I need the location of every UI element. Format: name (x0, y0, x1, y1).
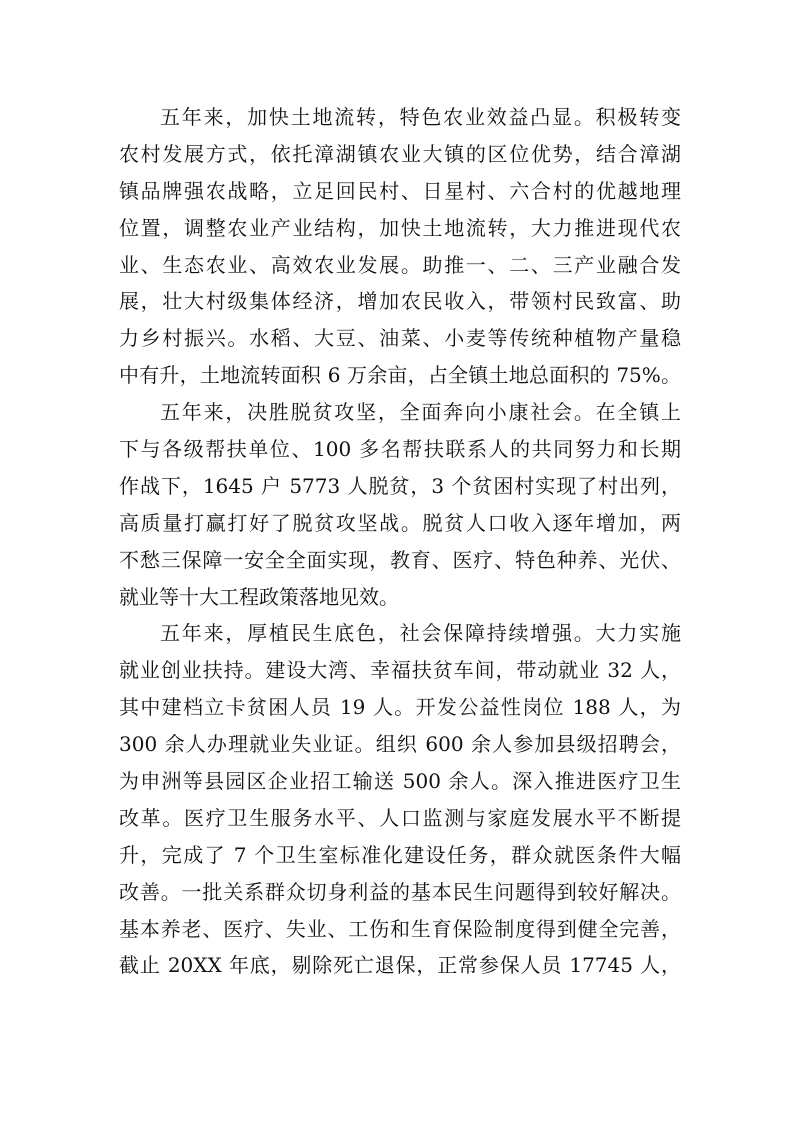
paragraph-line: 下与各级帮扶单位、100 多名帮扶联系人的共同努力和长期 (119, 437, 681, 462)
paragraph-line: 300 余人办理就业失业证。组织 600 余人参加县级招聘会， (119, 732, 681, 757)
paragraph-line: 作战下，1645 户 5773 人脱贫，3 个贫困村实现了村出列， (119, 473, 681, 498)
paragraph-line: 就业等十大工程政策落地见效。 (119, 584, 399, 609)
paragraph-line: 截止 20XX 年底，剔除死亡退保，正常参保人员 17745 人， (119, 953, 681, 978)
paragraph-line: 为申洲等县园区企业招工输送 500 余人。深入推进医疗卫生 (119, 769, 681, 794)
paragraph-line: 高质量打赢打好了脱贫攻坚战。脱贫人口收入逐年增加，两 (119, 510, 681, 535)
paragraph-line: 位置，调整农业产业结构，加快土地流转，大力推进现代农 (119, 215, 681, 240)
paragraph-line: 改革。医疗卫生服务水平、人口监测与家庭发展水平不断提 (119, 805, 681, 830)
paragraph-line: 五年来，加快土地流转，特色农业效益凸显。积极转变 (160, 105, 681, 129)
paragraph-line: 改善。一批关系群众切身利益的基本民生问题得到较好解决。 (119, 879, 681, 904)
paragraph-line: 就业创业扶持。建设大湾、幸福扶贫车间，带动就业 32 人， (119, 658, 681, 683)
paragraph-line: 镇品牌强农战略，立足回民村、日星村、六合村的优越地理 (119, 178, 681, 203)
paragraph-line: 展，壮大村级集体经济，增加农民收入，带领村民致富、助 (119, 289, 681, 314)
paragraph-line: 不愁三保障一安全全面实现，教育、医疗、特色种养、光伏、 (119, 547, 681, 572)
paragraph-line: 力乡村振兴。水稻、大豆、油菜、小麦等传统种植物产量稳 (119, 326, 681, 351)
paragraph-line: 五年来，决胜脱贫攻坚，全面奔向小康社会。在全镇上 (160, 400, 681, 425)
paragraph-line: 业、生态农业、高效农业发展。助推一、二、三产业融合发 (119, 252, 681, 277)
paragraph-line: 其中建档立卡贫困人员 19 人。开发公益性岗位 188 人，为 (119, 695, 681, 720)
paragraph-line: 五年来，厚植民生底色，社会保障持续增强。大力实施 (160, 621, 681, 646)
document-page (119, 101, 681, 986)
paragraph-line: 升，完成了 7 个卫生室标准化建设任务，群众就医条件大幅 (119, 842, 681, 867)
paragraph-line: 中有升，土地流转面积 6 万余亩，占全镇土地总面积的 75%。 (119, 363, 681, 388)
paragraph-line: 农村发展方式，依托漳湖镇农业大镇的区位优势，结合漳湖 (119, 141, 681, 166)
paragraph-line: 基本养老、医疗、失业、工伤和生育保险制度得到健全完善， (119, 916, 681, 941)
